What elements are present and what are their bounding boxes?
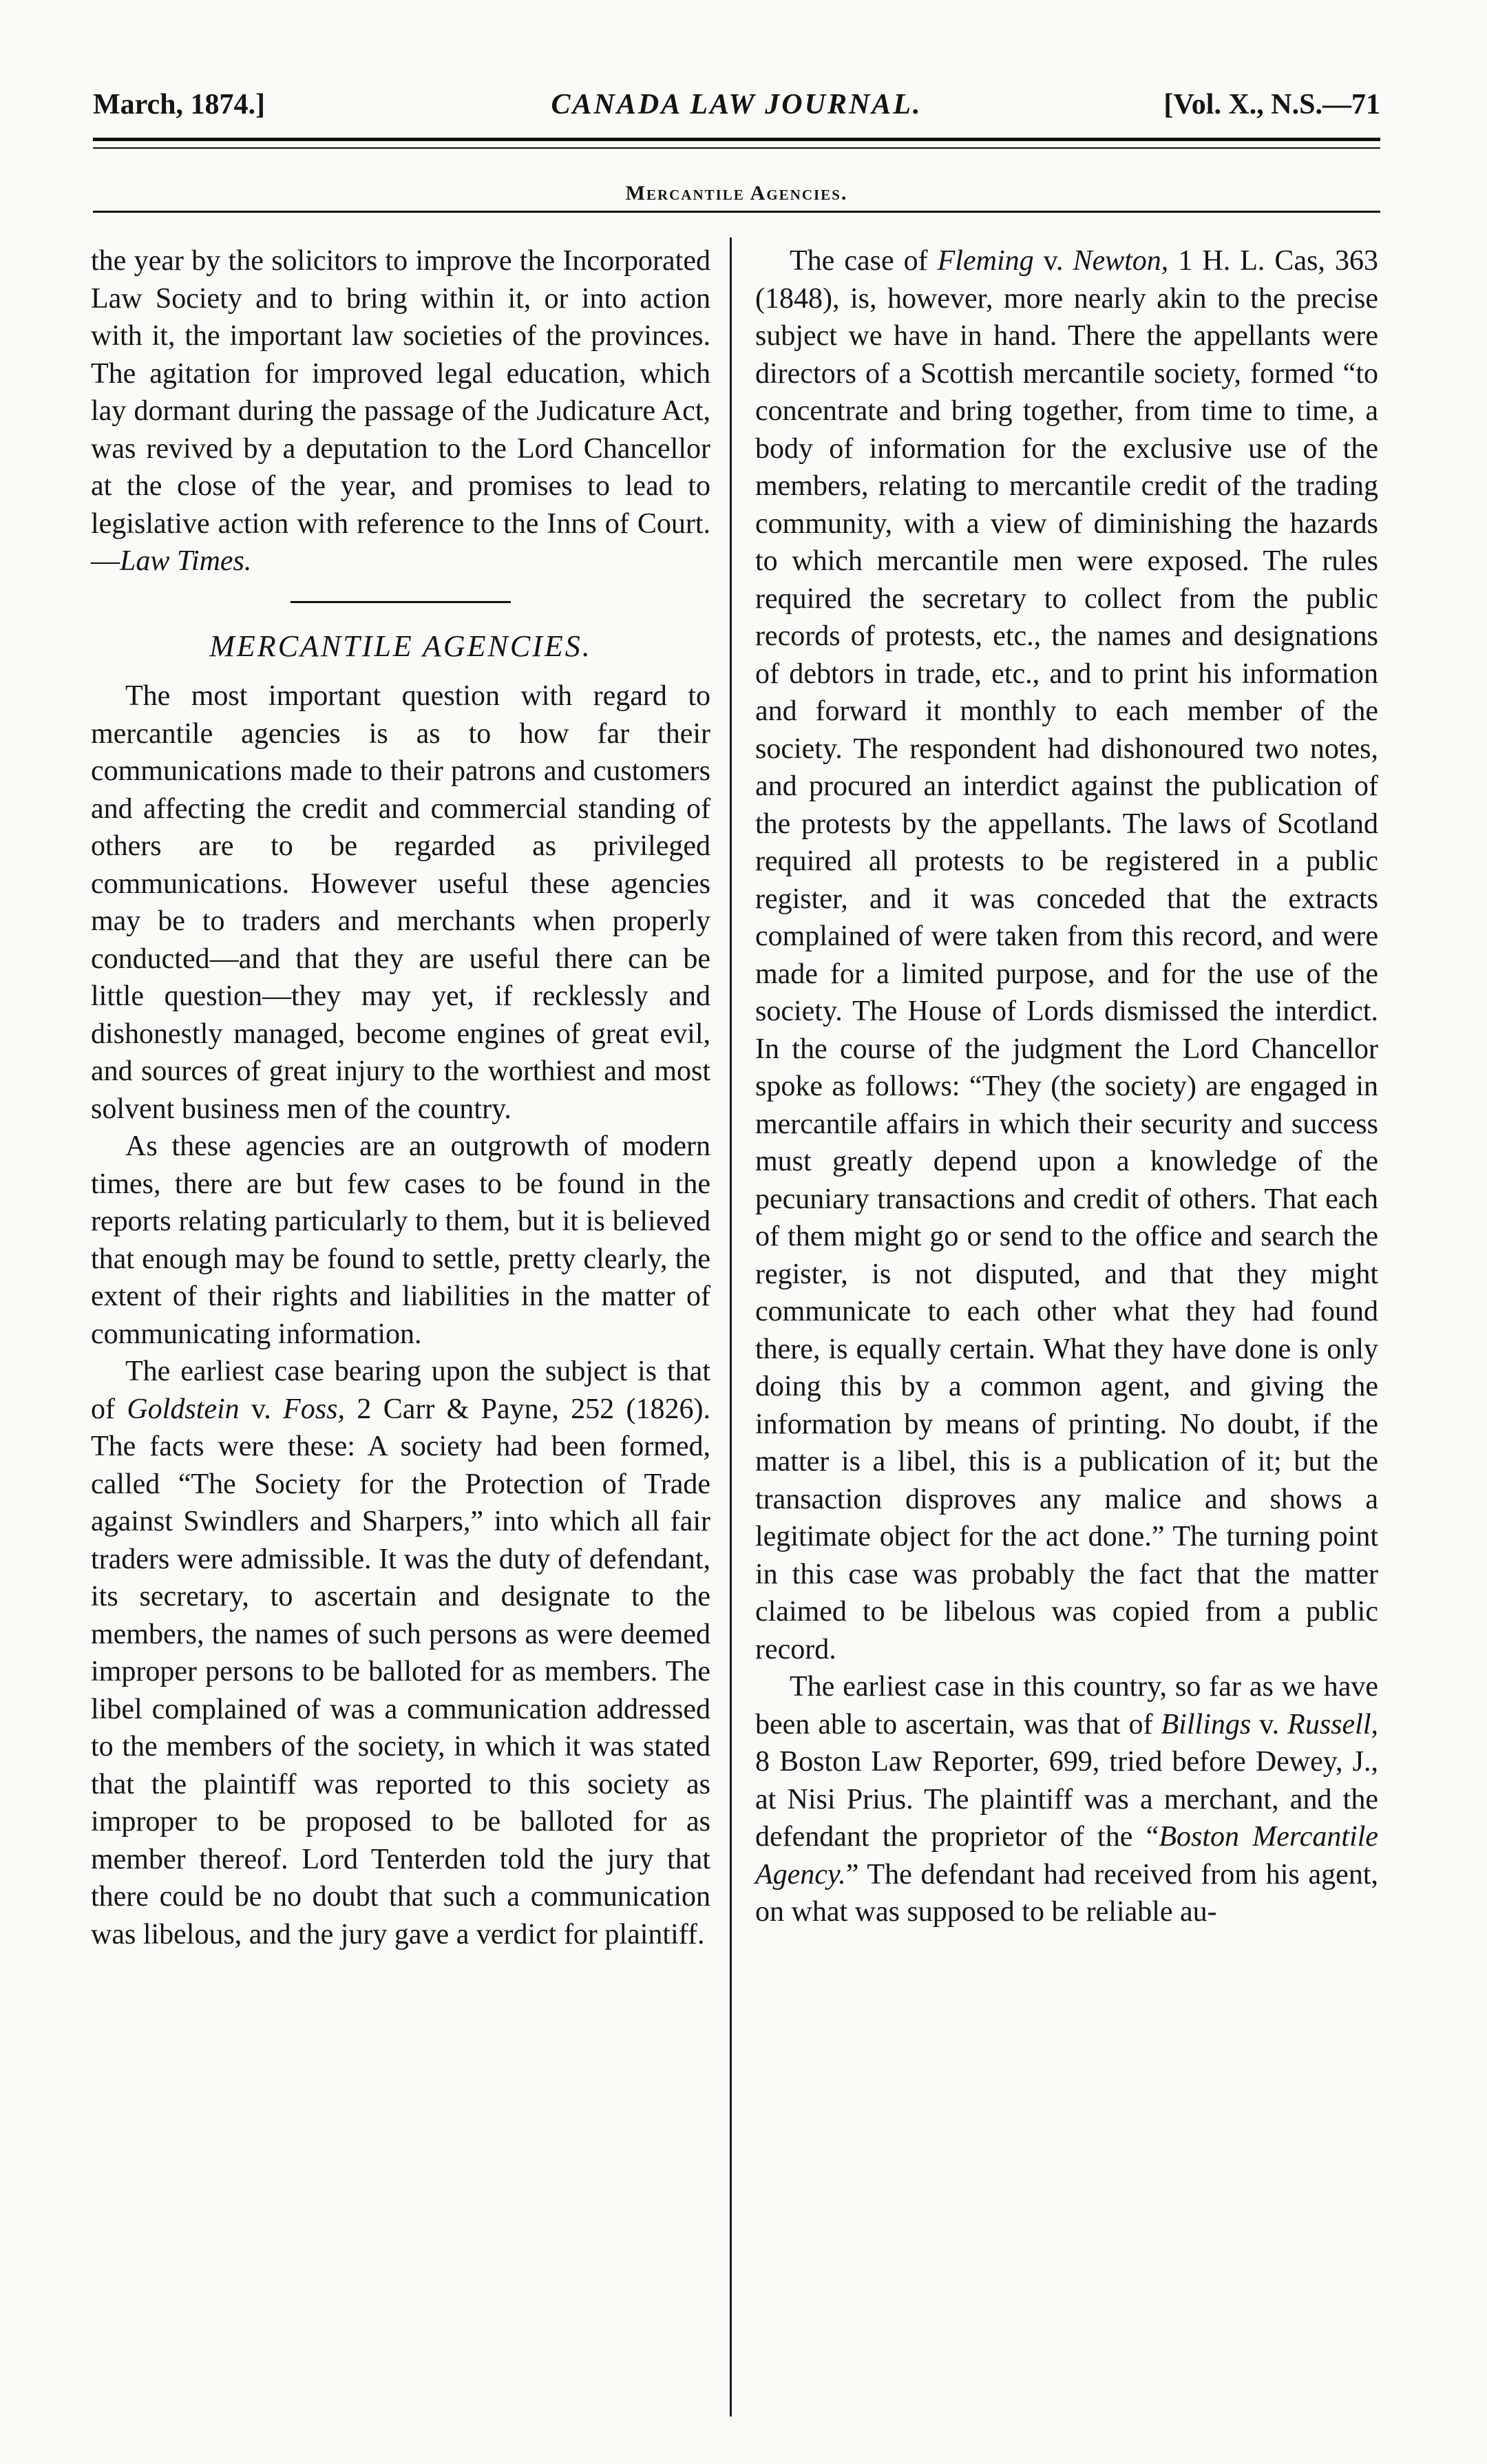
text-run: ” The defendant had received from his agent, on what was supposed to be reliable au- bbox=[755, 1858, 1378, 1928]
case-party: Foss, bbox=[283, 1393, 345, 1425]
issue-date: March, 1874.] bbox=[93, 89, 266, 120]
case-party: Billings bbox=[1161, 1708, 1252, 1740]
text-run: 2 Carr & Payne, 252 (1826). The facts were these: A society had been formed, called “The Society for the Protection of Trade against Swindlers and Sharpers,” into which all fair traders were admissible. It was the duty of defendant, its secretary, to ascertain and designate to the members, the names of such persons as were deemed improper persons to be balloted for as members. The libel complained of was a communication addressed to the members of the society, in which it was stated that the plaintiff was reported to this society as improper to be proposed to be balloted for as member thereof. Lord Tenterden told the jury that there could be no doubt that such a communication was libelous, and the jury gave a verdict for plaintiff. bbox=[91, 1393, 710, 1950]
running-head bbox=[93, 88, 1380, 136]
paragraph bbox=[755, 1668, 1378, 1931]
text-run: The earliest case bearing upon the subject is that of bbox=[91, 1356, 710, 1425]
continued-paragraph bbox=[91, 242, 710, 580]
article-title-text: MERCANTILE AGENCIES. bbox=[209, 629, 592, 663]
continued-text: the year by the solicitors to improve the Incorporated Law Society and to bring within it, or into action with it, the important law societies of the provinces. The agitation for improved legal education, which lay dormant during the passage of the Judicature Act, was revived by a deputation to the Lord Chancellor at the close of the year, and promises to lead to legislative action with reference to the Inns of Court.— bbox=[91, 245, 710, 577]
paragraph bbox=[91, 1353, 710, 1953]
header-rule-thick bbox=[93, 138, 1380, 141]
text-run: The case of bbox=[790, 245, 938, 277]
article-title bbox=[91, 628, 710, 666]
text-run: v. bbox=[239, 1393, 284, 1425]
paragraph: The most important question with regard to mercantile agencies is as to how far their communications made to their patrons and customers and affecting the credit and commercial standing of others are to be regarded as privileged communications. However useful these agencies may be to traders and merchants when properly conducted—and that they are useful there can be little question—they may yet, if recklessly and dishonestly managed, become engines of great evil, and sources of great injury to the worthiest and most solvent business men of the country. bbox=[91, 680, 710, 1125]
column-divider bbox=[730, 238, 732, 2416]
text-run: 8 Boston Law Reporter, 699, tried before Dewey, J., at Nisi Prius. The plaintiff was a merchant, and the defendant the proprietor of the “ bbox=[755, 1746, 1378, 1853]
volume-page-number: [Vol. X., N.S.—71 bbox=[1163, 89, 1380, 120]
case-party: Newton, bbox=[1073, 245, 1169, 277]
text-run: v. bbox=[1033, 245, 1073, 277]
journal-title: CANADA LAW JOURNAL. bbox=[551, 89, 922, 120]
section-rule bbox=[93, 211, 1380, 213]
case-party: Fleming bbox=[937, 245, 1034, 277]
case-party: Russell, bbox=[1287, 1708, 1378, 1740]
section-heading: Mercantile Agencies. bbox=[625, 182, 848, 204]
case-party: Goldstein bbox=[127, 1393, 240, 1425]
text-run: v. bbox=[1251, 1708, 1288, 1740]
article-separator bbox=[291, 601, 511, 603]
agency-name: Boston Mercantile Agency. bbox=[755, 1821, 1378, 1891]
source-citation: Law Times. bbox=[120, 545, 252, 577]
text-run: 1 H. L. Cas, 363 (1848), is, however, more nearly akin to the precise subject we have in hand. There the appellants were directors of a Scottish mercantile society, formed “to concentrate and bring together, from time to time, a body of information for the exclusive use of the members, relating to mercantile credit of the trading community, with a view of diminishing the hazards to which mercantile men were exposed. The rules required the secretary to collect from the public records of protests, etc., the names and designations of debtors in trade, etc., and to print his information and forward it monthly to each member of the society. The respondent had dishonoured two notes, and procured an interdict against the publication of the protests by the appellants. The laws of Scotland required all protests to be registered in a public register, and it was conceded that the extracts complained of were taken from this record, and were made for a limited purpose, and for the use of the society. The House of Lords dismissed the interdict. In the course of the judgment the Lord Chancellor spoke as follows: “They (the society) are engaged in mercantile affairs in which their security and success must greatly depend upon a knowledge of the pecuniary transactions and credit of others. That each of them might go or send to the office and search the register, is not disputed, and that they might communicate to each other what they had found there, is equally certain. What they have done is only doing this by a common agent, and giving the information by means of printing. No doubt, if the matter is a libel, this is a publication of it; but the transaction disproves any malice and shows a legitimate object for the act done.” The turning point in this case was probably the fact that the matter claimed to be libelous was copied from a public record. bbox=[755, 245, 1378, 1665]
paragraph bbox=[755, 242, 1378, 1668]
text-run: The earliest case in this country, so far as we have been able to ascertain, was that of bbox=[755, 1671, 1378, 1740]
left-column bbox=[91, 242, 710, 1953]
right-column bbox=[755, 242, 1378, 1931]
paragraph: As these agencies are an outgrowth of modern times, there are but few cases to be found in the reports relating particularly to them, but it is believed that enough may be found to settle, pretty clearly, the extent of their rights and liabilities in the matter of communicating information. bbox=[91, 1130, 710, 1350]
header-rule-thin bbox=[93, 147, 1380, 149]
